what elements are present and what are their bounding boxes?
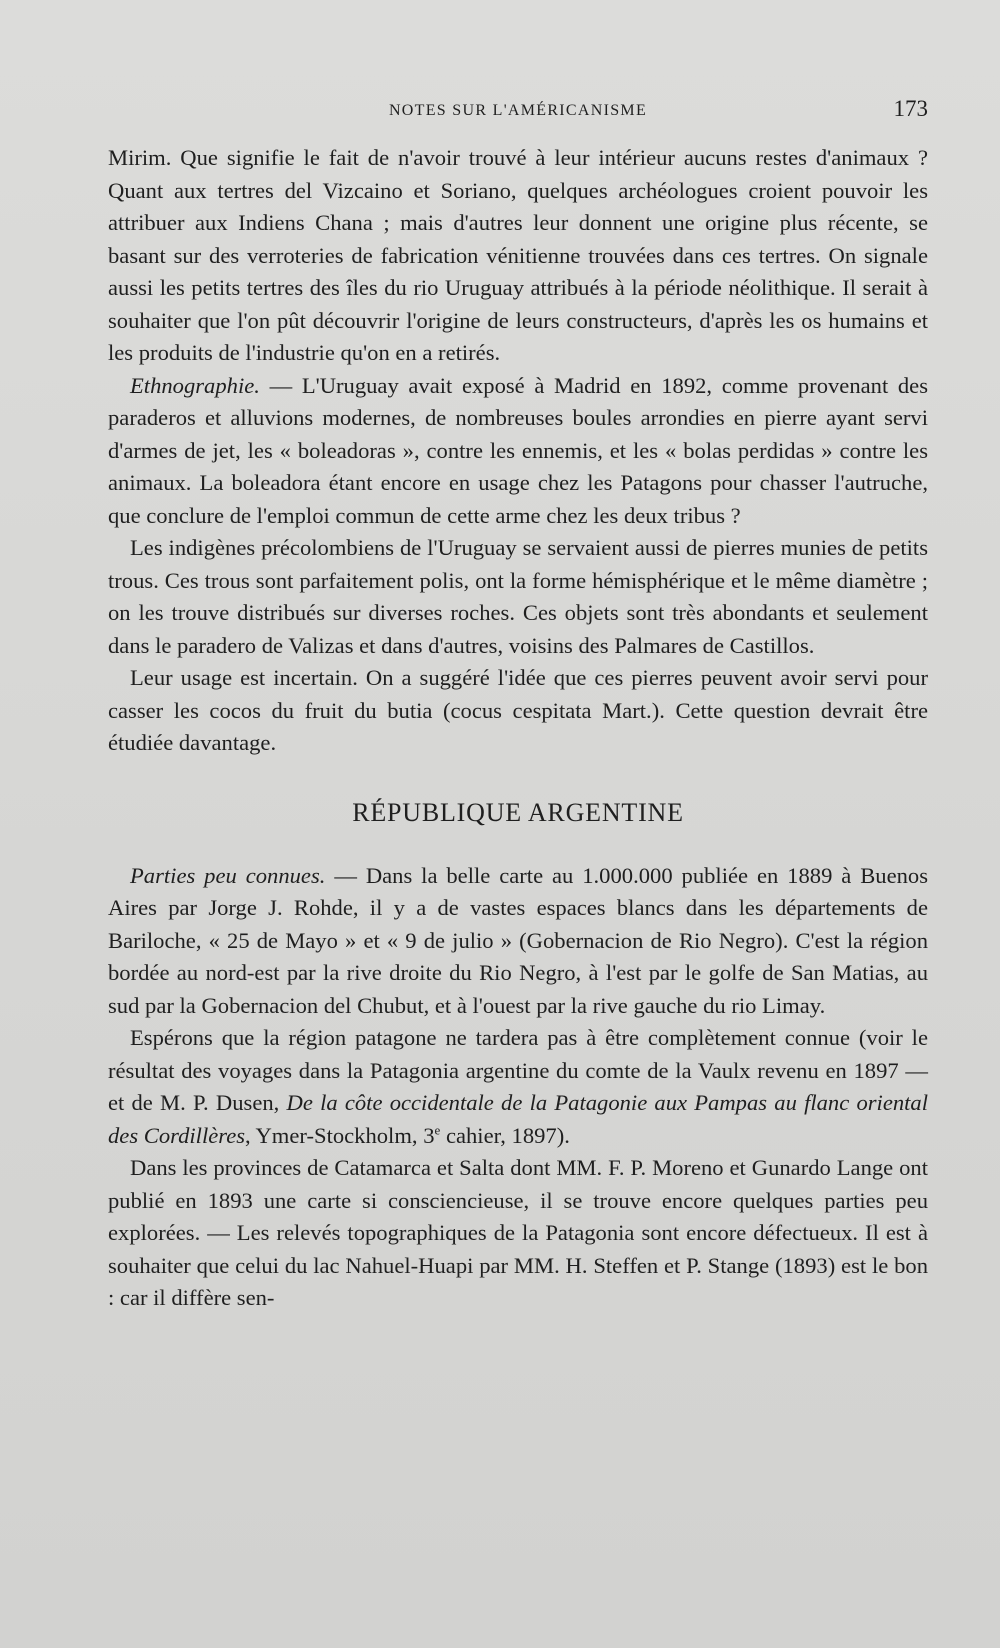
paragraph-text: Espérons que la région patagone ne tardera pas à être complètement connue (voir le résultat des voyages dans la Patagonia argentine du comte de la Vaulx revenu en 1897 — et de M. P. Dusen,	[108, 1025, 928, 1115]
paragraph-parties-peu-connues	[108, 860, 928, 1023]
paragraph-catamarca-salta	[108, 1152, 928, 1315]
paragraph-lead: Parties peu connues.	[130, 862, 326, 888]
paragraph-text: , Ymer-Stockholm, 3	[245, 1122, 435, 1148]
paragraph-text: Dans les provinces de Catamarca et Salta dont MM. F. P. Moreno et Gunardo Lange ont publié en 1893 une carte si consciencieuse, il se trouve encore quelques parties peu explorées. — Les relevés topographiques de la Patagonia sont encore défectueux. Il est à souhaiter que celui du lac Nahuel-Huapi par MM. H. Steffen et P. Stange (1893) est le bon : car il diffère sen-	[108, 1155, 928, 1310]
paragraph-lead: Ethnographie.	[130, 372, 260, 398]
section-heading: RÉPUBLIQUE ARGENTINE	[352, 797, 684, 827]
paragraph-usage	[108, 662, 928, 760]
superscript: e	[434, 1121, 441, 1137]
paragraph-ethnographie	[108, 370, 928, 533]
page-header	[108, 96, 928, 126]
paragraph-tertres	[108, 142, 928, 370]
running-head: NOTES SUR L'AMÉRICANISME	[388, 102, 648, 119]
cited-title: De la côte occidentale de la Patagonie aux Pampas au flanc oriental des Cordillères	[108, 1090, 928, 1148]
page-number: 173	[893, 96, 928, 121]
paragraph-text: cahier, 1897).	[440, 1122, 570, 1148]
paragraph-text: Les indigènes précolombiens de l'Uruguay se servaient aussi de pierres munies de petits trous. Ces trous sont parfaitement polis, ont la forme hémisphérique et le même diamètre ; on les trouve distribués sur diverses roches. Ces objets sont très abondants et seulement dans le paradero de Valizas et dans d'autres, voisins des Palmares de Castillos.	[108, 535, 928, 658]
paragraph-text: — Dans la belle carte au 1.000.000 publiée en 1889 à Buenos Aires par Jorge J. Rohde, il y a de vastes espaces blancs dans les départements de Bariloche, « 25 de Mayo » et « 9 de julio » (Gobernacion de Rio Negro). C'est la région bordée au nord-est par la rive droite du Rio Negro, à l'est par le golfe de San Matias, au sud par la Gobernacion del Chubut, et à l'ouest par la rive gauche du rio Limay.	[108, 862, 928, 1018]
paragraph-pierres-trous	[108, 532, 928, 662]
paragraph-text: Leur usage est incertain. On a suggéré l'idée que ces pierres peuvent avoir servi pour casser les cocos du fruit du butia (cocus cespitata Mart.). Cette question devrait être étudiée davantage.	[108, 665, 928, 755]
paragraph-text: Mirim. Que signifie le fait de n'avoir trouvé à leur intérieur aucuns restes d'animaux ? Quant aux tertres del Vizcaino et Soriano, quelques archéologues croient pouvoir les attribuer aux Indiens Chana ; mais d'autres leur donnent une origine plus récente, se basant sur des verroteries de fabrication vénitienne trouvées dans ces tertres. On signale aussi les petits tertres des îles du rio Uruguay attribués à la période néolithique. Il serait à souhaiter que l'on pût découvrir l'origine de leurs constructeurs, d'après les os humains et les produits de l'industrie qu'on en a retirés.	[108, 145, 928, 365]
paragraph-text: — L'Uruguay avait exposé à Madrid en 1892, comme provenant des paraderos et alluvions modernes, de nombreuses boules arrondies en pierre ayant servi d'armes de jet, les « boleadoras », contre les ennemis, et les « bolas perdidas » contre les animaux. La boleadora étant encore en usage chez les Patagons pour chasser l'autruche, que conclure de l'emploi commun de cette arme chez les deux tribus ?	[108, 372, 928, 528]
paragraph-region-patagone	[108, 1022, 928, 1152]
page-body	[108, 142, 928, 1315]
